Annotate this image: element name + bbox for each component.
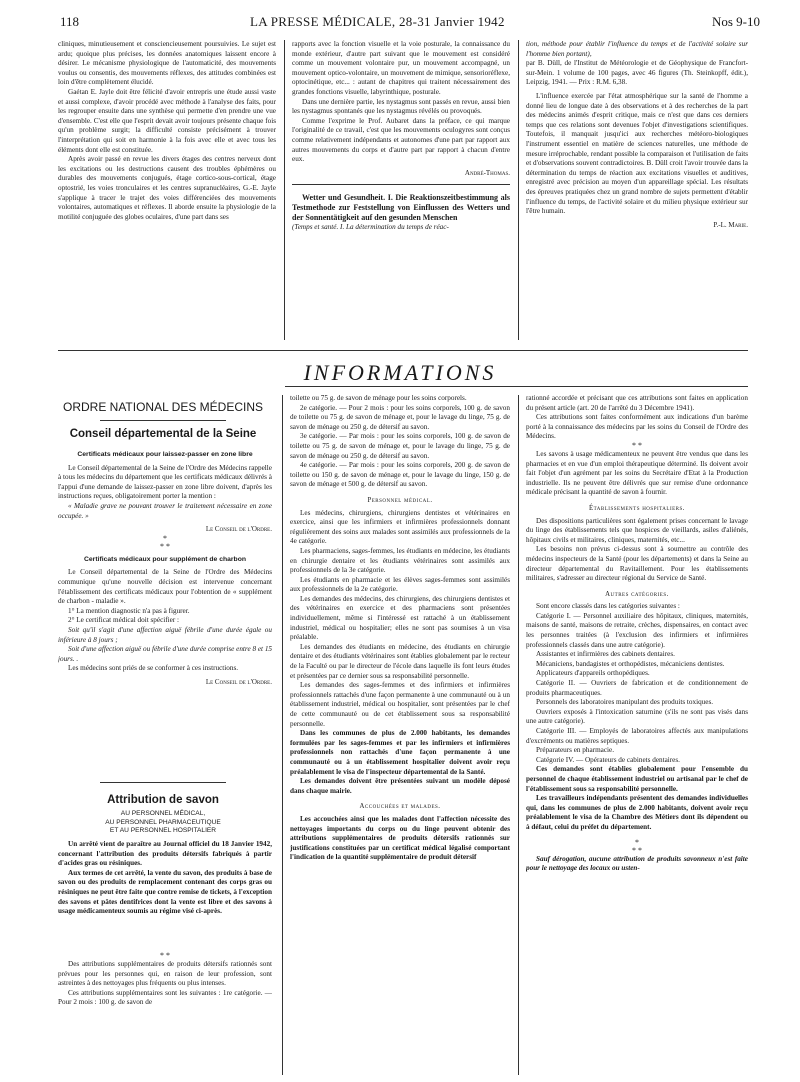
paragraph: Dans les communes de plus de 2.000 habitants, les demandes formulées par les sages-femmes et par les infirmiers et infirmières professionnels non rattachés d'une façon permanente à une communauté ou à un établissement hospitalier doivent avoir reçu préalablement le visa de l'inspecteur départemental de la Santé.: [290, 729, 510, 776]
paragraph: Les demandes doivent être présentées suivant un modèle déposé dans chaque mairie.: [290, 777, 510, 795]
list-item: 1° La mention diagnostic n'a pas à figurer.: [68, 606, 190, 615]
savon-heading: Attribution de savon: [107, 794, 219, 806]
quote: « Maladie grave ne pouvant trouver le traitement nécessaire en zone occupée. »: [58, 501, 272, 520]
paragraph: Les pharmaciens, sages-femmes, les étudiants en médecine, les étudiants en chirurgie dentaire et les étudiants vétérinaires sont assimilés aux professionnels de la 3e catégorie.: [290, 546, 510, 575]
section-heading: Établissements hospitaliers.: [588, 504, 686, 512]
paragraph: Catégorie IV. — Opérateurs de cabinets dentaires.: [536, 755, 680, 764]
paragraph: Aux termes de cet arrêté, la vente du savon, des produits à base de savon ou des produits de remplacement contenant des corps gras ou résiniques ne peut être faite que contre remise de tickets, à l'exception des savons et pâtes dentifrices dont la vente est libre et des savons à usage médicamenteux soumis au régime visé ci-après.: [58, 868, 272, 916]
middle-column: [290, 394, 510, 1074]
paragraph: Ces attributions supplémentaires sont les suivantes : 1re catégorie. — Pour 2 mois : 100 g. de savon de: [58, 988, 272, 1007]
savon-intro: [58, 840, 272, 940]
title-rule: [285, 386, 748, 387]
paragraph: Dans une dernière partie, les nystagmus sont passés en revue, aussi bien les nystagmus spontanés que les nystagmus révélés ou provoqués.: [292, 97, 510, 116]
journal-title: LA PRESSE MÉDICALE, 28-31 Janvier 1942: [250, 14, 505, 29]
book-title: Wetter und Gesundheit. I. Die Reaktionszeitbestimmung als Testmethode zur Feststellung von Einflussen des Wetters und der Sonnentätigkeit auf den gesunden Menschen: [292, 193, 510, 223]
section-heading: Personnel médical.: [367, 496, 433, 504]
informations-title: INFORMATIONS: [303, 360, 497, 385]
separator-stars: * *: [632, 440, 642, 450]
book-title-translation: (Temps et santé. I. La détermination du temps de réac-: [292, 223, 449, 232]
list-item: 2° Le certificat médical doit spécifier :: [68, 616, 180, 625]
signature: Le Conseil de l'Ordre.: [205, 677, 272, 686]
conseil-heading: Conseil départemental de la Seine: [69, 428, 257, 440]
paragraph: Les travailleurs indépendants présentent des demandes individuelles qui, dans les communes de plus de 2.000 habitants, doivent avoir reçu préalablement le visa de la Chambre des Métiers dont ils dépendent ou à défaut, celui du préfet du département.: [526, 794, 748, 831]
paragraph: Les besoins non prévus ci-dessus sont à soumettre au contrôle des médecins inspecteurs de la Santé (pour les départements) et dans la Seine au directeur départemental du Ravitaillement. Pour les établissements militaires, s'adresser au directeur régional du Service de Santé.: [526, 545, 748, 583]
signature: Le Conseil de l'Ordre.: [205, 525, 272, 534]
paragraph: Mécaniciens, bandagistes et orthopédistes, mécaniciens dentistes.: [536, 659, 725, 668]
separator-stars: * * *: [632, 837, 642, 855]
list-item: Soit qu'il s'agit d'une affection aiguë fébrile d'une durée égale ou inférieure à 8 jours ;: [58, 625, 272, 644]
paragraph: par B. Düll, de l'Institut de Météorologie et de Géophysique de Francfort-sur-Mein. 1 volume de 100 pages, avec 46 figures (Th. Steinkopff, édit.), Leipzig, 1941. — Prix : R.M. 6,38.: [526, 59, 748, 87]
ordre-heading: ORDRE NATIONAL DES MÉDECINS: [62, 400, 264, 414]
paragraph: Assistantes et infirmières des cabinets dentaires.: [536, 650, 675, 659]
paragraph: Les savons à usage médicamenteux ne peuvent être vendus que dans les pharmacies et en vue d'un emploi thérapeutique déterminé. Ils doivent avoir fait l'objet d'un agrément par les soins du Secrétaire d'Etat à la Production industrielle. Ils ne peuvent être délivrés que sur remise d'une ordonnance médicale précisant la quantité de savon à fournir.: [526, 449, 748, 497]
paragraph: Après avoir passé en revue les divers étages des centres nerveux dont les excitations ou les destructions causent des troubles éphémères ou durables des mouvements conjugués, étage cortico-sous-cortical, étage optostrié, les voies tronculaires et les centres supranucléaires, G.-E. Jayle s'applique à tracer le trajet des voies différenciées des mouvements volontaires, automatiques et réflexes. Il aborde ensuite la physiologie de la motilité conjuguée des globes oculaires, d'une part dans ses: [58, 155, 276, 221]
issue-number: Nos 9-10: [711, 14, 760, 29]
paragraph: L'influence exercée par l'état atmosphérique sur la santé de l'homme a donné lieu de longue date à des observations et à des recherches de la part des médecins animés d'esprit critique, mais ce n'est que dans ces derniers temps que ces relations sont devenues l'objet d'investigations scientifiques. Toutefois, il manquait jusqu'ici aux recherches météoro-biologiques l'instrument essentiel en matière de sciences naturelles, une méthode de mesure irréprochable, rendant possible la comparaison et l'utilisation de faits et d'observations souvent contradictoires. B. Düll croit l'avoir trouvée dans la détermination du temps de réaction aux excitations visuelles et auditives, enregistré avec précision au moyen d'un appareillage spécial. Les résultats des épreuves pratiquées chez un grand nombre de sujets permettent d'établir l'influence du temps, de l'activité solaire et du milieu physique extérieur sur l'être humain.: [526, 91, 748, 216]
column-divider: [518, 40, 519, 340]
paragraph: Les demandes des sages-femmes et des infirmiers et infirmières professionnels rattachés d'une façon permanente à une communauté ou à un établissement industriel, médical ou hospitalier, sont présentées par le chef de cette communauté ou de cet établissement sous sa responsabilité personnelle.: [290, 681, 510, 728]
page-number: 118: [60, 14, 80, 29]
paragraph: Applicateurs d'appareils orthopédiques.: [536, 669, 650, 678]
paragraph: toilette ou 75 g. de savon de ménage pour les soins corporels.: [290, 394, 467, 402]
paragraph: rationné accordée et précisant que ces attributions sont faites en application du présent article (art. 20 de l'arrêté du 3 Décembre 1941).: [526, 394, 748, 412]
paragraph: 4e catégorie. — Par mois : pour les soins corporels, 200 g. de savon de toilette ou 150 g. de savon de ménage et, pour le lavage du linge, 150 g. de savon de ménage et 500 g. de détersif au savon.: [290, 461, 510, 489]
paragraph: Ces attributions sont faites conformément aux indications d'un barème porté à la connaissance des médecins par les soins du Conseil de l'Ordre des Médecins.: [526, 413, 748, 441]
column-divider: [284, 40, 285, 340]
right-column: [526, 394, 748, 1074]
top-column-1: [58, 40, 276, 340]
paragraph: Les étudiants en pharmacie et les élèves sages-femmes sont assimilés aux professionnels de la 2e catégorie.: [290, 575, 510, 594]
signature: André-Thomas.: [464, 168, 510, 177]
ordre-articles: [58, 446, 272, 786]
section-heading: Accouchées et malades.: [359, 803, 441, 811]
paragraph: Catégorie I. — Personnel auxiliaire des hôpitaux, cliniques, maternités, maisons de santé, maisons de retraite, crèches, dispensaires, en contact avec les personnes traitées (à l'exclusion des infirmiers et infirmières professionnels classés dans une autre catégorie).: [526, 611, 748, 649]
paragraph: Les médecins, chirurgiens, chirurgiens dentistes et vétérinaires en exercice, ainsi que les infirmiers et infirmières professionnels donnant régulièrement des soins aux malades sont assimilés aux professionnels de la 4e catégorie.: [290, 508, 510, 546]
paragraph: Les médecins sont priés de se conformer à ces instructions.: [68, 664, 239, 673]
separator-stars: * *: [160, 952, 170, 960]
heading-rule: [100, 420, 226, 421]
paragraph: Les demandes des médecins, des chirurgiens, des chirurgiens dentistes et des vétérinaires en exercice et des pharmaciens sont présentées individuellement, même si l'intéressé est rattaché à un établissement industriel, médical ou hospitalier; elles ne sont pas soumises à un visa préalable.: [290, 594, 510, 642]
paragraph: rapports avec la fonction visuelle et la voie posturale, la connaissance du monde extérieur, d'autre part suivant que le mouvement est considéré comme un mouvement volontaire pur, un mouvement accompagné, un mouvement optico-volontaire, un mouvement de mimique, sensorioréflexe, optocinétique, etc... : autant de chapitres qui traitent nécessairement des grandes fonctions visuelle, labyrinthique, posturale.: [292, 40, 510, 96]
list-item: Soit d'une affection aiguë ou fébrile d'une durée comprise entre 8 et 15 jours. .: [58, 645, 272, 663]
subheading-line: AU PERSONNEL PHARMACEUTIQUE: [105, 818, 221, 826]
paragraph: Les demandes des étudiants en médecine, des étudiants en chirurgie dentaire et des étudiants vétérinaires sont établies globalement par le recteur de la Faculté ou par le directeur de l'école dans laquelle ils font leurs études et présentées par ce dernier sous sa responsabilité personnelle.: [290, 642, 510, 680]
top-column-3: [526, 40, 748, 340]
paragraph: Des dispositions particulières sont également prises concernant le lavage du linge des établissements tels que hospices de vieillards, asiles d'aliénés, hôpitaux civils et militaires, cliniques, maternités, etc...: [526, 516, 748, 544]
subheading-line: ET AU PERSONNEL HOSPITALIER: [109, 827, 217, 834]
signature: P.-L. Marie.: [713, 220, 748, 229]
paragraph: Gaétan E. Jayle doit être félicité d'avoir entrepris une étude aussi vaste et aussi complexe, d'avoir procédé avec méthode à l'analyse des faits, pour les regrouper ensuite dans une synthèse qui permette d'en prendre une vue d'ensemble. C'est elle que l'esprit devait avoir toujours présente chaque fois qu'un problème surgit; la difficulté consiste précisément à trouver l'interprétation qui soit en harmonie à la fois avec elle et avec tous les éléments dont elle est constituée.: [58, 87, 276, 154]
column-divider: [518, 395, 519, 1075]
paragraph: Ces demandes sont établies globalement pour l'ensemble du personnel de chaque établissement industriel ou artisanal par le chef de l'établissement sous sa responsabilité personnelle.: [526, 765, 748, 793]
paragraph: Ouvriers exposés à l'intoxication saturnine (s'ils ne sont pas visés dans une autre catégorie).: [526, 707, 748, 726]
savon-subheading: [56, 810, 270, 836]
paragraph: 2e catégorie. — Pour 2 mois : pour les soins corporels, 100 g. de savon de toilette ou 75 g. de savon de ménage et, pour le lavage du linge, 75 g. de savon de ménage ou 250 g. de détersif au savon.: [290, 403, 510, 431]
paragraph: Sauf dérogation, aucune attribution de produits savonneux n'est faite pour le nettoyage des locaux ou usten-: [526, 854, 748, 873]
page-header: [60, 14, 760, 34]
savon-attributions: [58, 952, 272, 1072]
paragraph: Les accouchées ainsi que les malades dont l'affection nécessite des nettoyages importants du corps ou du linge peuvent obtenir des attributions supplémentaires de produits détersifs rationnés sur justifications constituées par un certificat médical légalisé comportant l'indication de la quantité supplémentaire de produit détersif: [290, 814, 510, 862]
section-rule: [58, 350, 748, 351]
paragraph: Catégorie II. — Ouvriers de fabrication et de conditionnement de produits pharmaceutiques.: [526, 679, 748, 697]
section-heading: Autres catégories.: [605, 590, 669, 598]
paragraph: Personnels des laboratoires manipulant des produits toxiques.: [536, 698, 714, 707]
paragraph: Des attributions supplémentaires de produits détersifs rationnés sont prévues pour les personnes qui, en raison de leur profession, sont astreintes à des nettoyages plus fréquents ou plus intenses.: [58, 960, 272, 988]
cert1-title: Certificats médicaux pour laissez-passer en zone libre: [77, 451, 253, 458]
section-rule: [100, 782, 226, 783]
section-rule: [292, 184, 510, 185]
paragraph: Préparateurs en pharmacie.: [536, 746, 615, 755]
separator-stars: * * *: [160, 533, 170, 551]
paragraph: Un arrêté vient de paraître au Journal officiel du 18 Janvier 1942, concernant l'attribution des produits détersifs fabriqués à partir d'acides gras ou résiniques.: [58, 840, 272, 868]
cert2-title: Certificats médicaux pour supplément de charbon: [83, 555, 247, 563]
paragraph: Le Conseil départemental de la Seine de l'Ordre des Médecins communique qu'une nouvelle décision est intervenue concernant l'établissement des certificats médicaux pour l'obtention de « supplément de charbon - maladie ».: [58, 568, 272, 606]
paragraph: Le Conseil départemental de la Seine de l'Ordre des Médecins rappelle à tous les médecins du département que les certificats médicaux délivrés à l'appui d'une demande de laissez-passer en zone libre doivent, d'après les instructions reçues, obligatoirement porter la mention :: [58, 463, 272, 501]
book-title-cont: tion, méthode pour établir l'influence du temps et de l'activité solaire sur l'homme bien portant),: [526, 40, 748, 58]
column-divider: [282, 395, 283, 1075]
paragraph: 3e catégorie. — Par mois : pour les soins corporels, 100 g. de savon de toilette ou 75 g. de savon de ménage et, pour le lavage du linge, 75 g. de savon de ménage ou 250 g. de détersif au savon.: [290, 432, 510, 460]
paragraph: Comme l'exprime le Prof. Aubaret dans la préface, ce qui marque l'originalité de ce travail, c'est que les mouvements oculogyres sont conçus comme relativement indépendants et autonomes d'une part par rapport aux autres mouvements du corps et d'autre part par rapport à chacun d'entre eux.: [292, 116, 510, 164]
paragraph: Sont encore classés dans les catégories suivantes :: [536, 602, 680, 611]
subheading-line: AU PERSONNEL MÉDICAL,: [120, 810, 206, 817]
paragraph: cliniques, minutieusement et consciencieusement poursuivies. Le sujet est ardu; quoique plus précises, les données anatomiques laissent encore à désirer. Le mécanisme physiologique de l'automaticité, des mouvements voulus ou consentis, des mouvements réflexes, des attitudes combinées est loin d'être complètement élucidé.: [58, 40, 276, 87]
top-column-2: [292, 40, 510, 340]
paragraph: Catégorie III. — Employés de laboratoires affectés aux manipulations d'excréments ou matières septiques.: [526, 727, 748, 745]
